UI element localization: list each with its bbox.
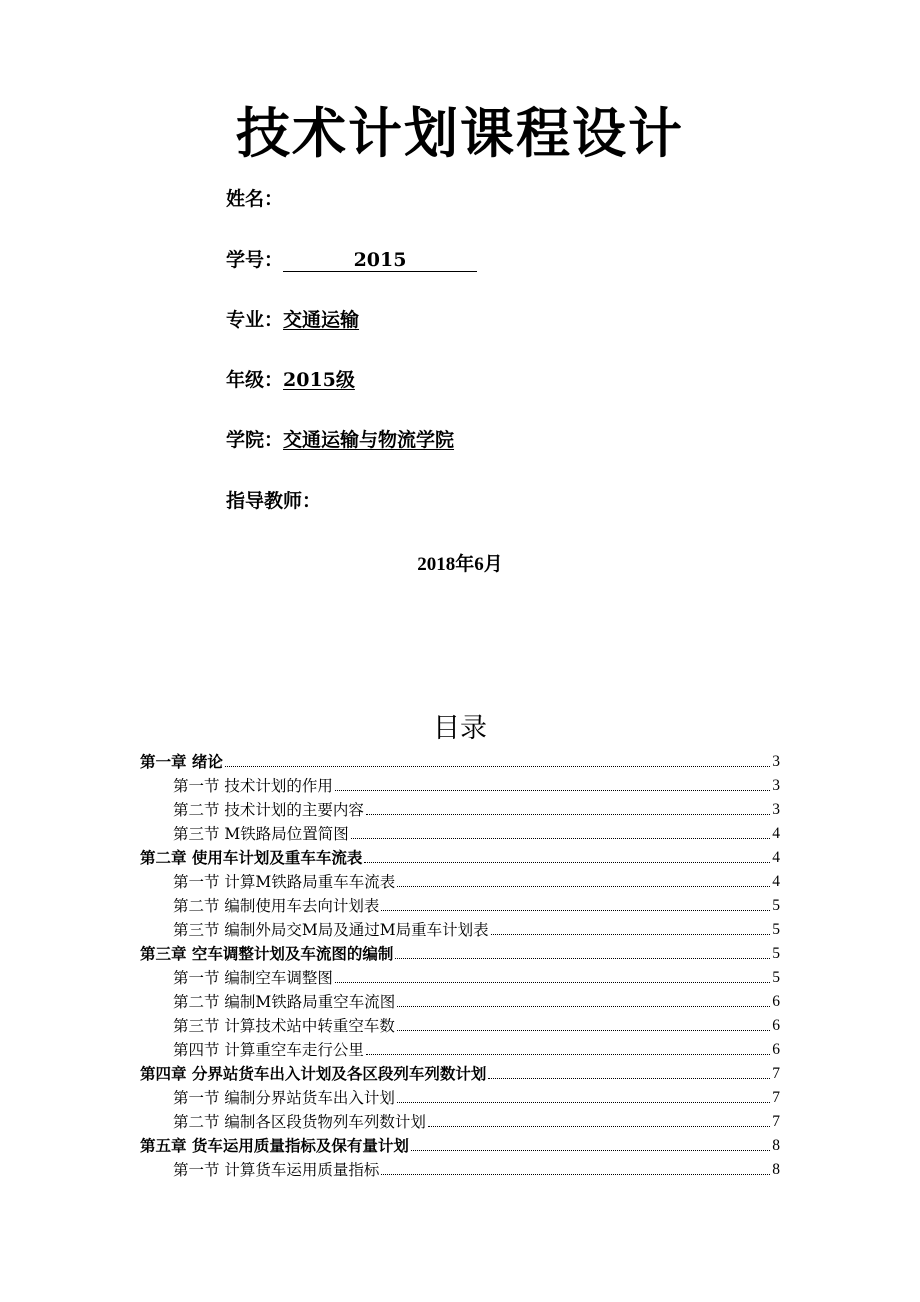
toc-entry-chapter-2[interactable] bbox=[140, 844, 780, 868]
grade-value: 2015级 bbox=[283, 369, 355, 391]
toc-entry-section-1-3[interactable] bbox=[140, 820, 780, 844]
dot-leader bbox=[366, 1054, 770, 1055]
document-title: 技术计划课程设计 bbox=[236, 101, 684, 165]
name-field bbox=[226, 187, 283, 211]
toc-entry-text: 第二节 编制使用车去向计划表 bbox=[173, 897, 380, 915]
toc-entry-text: 第三节 M铁路局位置简图 bbox=[173, 825, 349, 843]
table-of-contents bbox=[140, 748, 780, 1180]
major-label: 专业： bbox=[226, 309, 284, 331]
toc-entry-text: 第二节 编制M铁路局重空车流图 bbox=[173, 993, 396, 1011]
dot-leader bbox=[488, 1078, 770, 1079]
dot-leader bbox=[397, 1102, 770, 1103]
toc-entry-text: 第二节 技术计划的主要内容 bbox=[173, 801, 364, 819]
college-value: 交通运输与物流学院 bbox=[283, 429, 455, 451]
toc-entry-text: 第一章 绪论 bbox=[140, 753, 223, 771]
dot-leader bbox=[366, 814, 770, 815]
toc-page-number: 4 bbox=[772, 873, 780, 890]
dot-leader bbox=[491, 934, 771, 935]
toc-entry-text: 第一节 编制分界站货车出入计划 bbox=[173, 1089, 395, 1107]
major-value: 交通运输 bbox=[283, 309, 360, 331]
toc-entry-text: 第一节 技术计划的作用 bbox=[173, 777, 333, 795]
toc-page-number: 3 bbox=[772, 777, 780, 794]
dot-leader bbox=[397, 1006, 770, 1007]
toc-entry-chapter-5[interactable] bbox=[140, 1132, 780, 1156]
toc-page-number: 5 bbox=[772, 969, 780, 986]
toc-page-number: 6 bbox=[772, 1041, 780, 1058]
toc-entry-section-3-2[interactable] bbox=[140, 988, 780, 1012]
toc-entry-section-2-2[interactable] bbox=[140, 892, 780, 916]
dot-leader bbox=[397, 886, 770, 887]
toc-page-number: 4 bbox=[772, 825, 780, 842]
toc-entry-section-4-2[interactable] bbox=[140, 1108, 780, 1132]
student-id-field bbox=[226, 248, 477, 272]
toc-entry-text: 第五章 货车运用质量指标及保有量计划 bbox=[140, 1137, 409, 1155]
toc-page-number: 8 bbox=[772, 1137, 780, 1154]
toc-entry-text: 第一节 计算M铁路局重车车流表 bbox=[173, 873, 396, 891]
toc-page-number: 8 bbox=[772, 1161, 780, 1178]
toc-entry-text: 第三节 计算技术站中转重空车数 bbox=[173, 1017, 395, 1035]
toc-page-number: 7 bbox=[772, 1089, 780, 1106]
name-label: 姓名： bbox=[226, 188, 284, 210]
dot-leader bbox=[335, 790, 770, 791]
dot-leader bbox=[381, 1174, 770, 1175]
toc-entry-section-3-3[interactable] bbox=[140, 1012, 780, 1036]
toc-entry-section-5-1[interactable] bbox=[140, 1156, 780, 1180]
toc-entry-text: 第二章 使用车计划及重车车流表 bbox=[140, 849, 363, 867]
dot-leader bbox=[335, 982, 770, 983]
toc-page-number: 4 bbox=[772, 849, 780, 866]
college-field bbox=[226, 428, 454, 452]
toc-page-number: 7 bbox=[772, 1113, 780, 1130]
dot-leader bbox=[225, 766, 770, 767]
dot-leader bbox=[395, 958, 770, 959]
toc-page-number: 5 bbox=[772, 945, 780, 962]
toc-entry-section-1-2[interactable] bbox=[140, 796, 780, 820]
dot-leader bbox=[364, 862, 770, 863]
advisor-label: 指导教师： bbox=[226, 490, 322, 512]
toc-entry-section-3-1[interactable] bbox=[140, 964, 780, 988]
major-field bbox=[226, 308, 359, 332]
toc-page-number: 3 bbox=[772, 801, 780, 818]
advisor-field bbox=[226, 489, 321, 513]
document-date: 2018年6月 bbox=[417, 554, 503, 575]
college-label: 学院： bbox=[226, 429, 284, 451]
toc-entry-section-2-1[interactable] bbox=[140, 868, 780, 892]
toc-entry-section-3-4[interactable] bbox=[140, 1036, 780, 1060]
student-id-label: 学号： bbox=[226, 249, 284, 271]
dot-leader bbox=[397, 1030, 770, 1031]
toc-page-number: 6 bbox=[772, 1017, 780, 1034]
toc-entry-section-1-1[interactable] bbox=[140, 772, 780, 796]
dot-leader bbox=[381, 910, 770, 911]
toc-entry-text: 第一节 编制空车调整图 bbox=[173, 969, 333, 987]
toc-entry-text: 第二节 编制各区段货物列车列数计划 bbox=[173, 1113, 426, 1131]
toc-entry-section-2-3[interactable] bbox=[140, 916, 780, 940]
toc-entry-text: 第四节 计算重空车走行公里 bbox=[173, 1041, 364, 1059]
grade-label: 年级： bbox=[226, 369, 284, 391]
toc-entry-chapter-4[interactable] bbox=[140, 1060, 780, 1084]
toc-entry-text: 第三章 空车调整计划及车流图的编制 bbox=[140, 945, 394, 963]
toc-page-number: 6 bbox=[772, 993, 780, 1010]
grade-field bbox=[226, 368, 355, 392]
dot-leader bbox=[428, 1126, 770, 1127]
toc-page-number: 5 bbox=[772, 921, 780, 938]
toc-entry-text: 第一节 计算货车运用质量指标 bbox=[173, 1161, 380, 1179]
dot-leader bbox=[411, 1150, 770, 1151]
dot-leader bbox=[351, 838, 770, 839]
toc-page-number: 5 bbox=[772, 897, 780, 914]
toc-entry-text: 第四章 分界站货车出入计划及各区段列车列数计划 bbox=[140, 1065, 487, 1083]
toc-entry-text: 第三节 编制外局交M局及通过M局重车计划表 bbox=[173, 921, 489, 939]
student-id-value: 2015 bbox=[283, 249, 477, 272]
toc-title: 目录 bbox=[433, 713, 487, 744]
toc-entry-chapter-3[interactable] bbox=[140, 940, 780, 964]
toc-page-number: 3 bbox=[772, 753, 780, 770]
toc-entry-section-4-1[interactable] bbox=[140, 1084, 780, 1108]
toc-page-number: 7 bbox=[772, 1065, 780, 1082]
toc-entry-chapter-1[interactable] bbox=[140, 748, 780, 772]
